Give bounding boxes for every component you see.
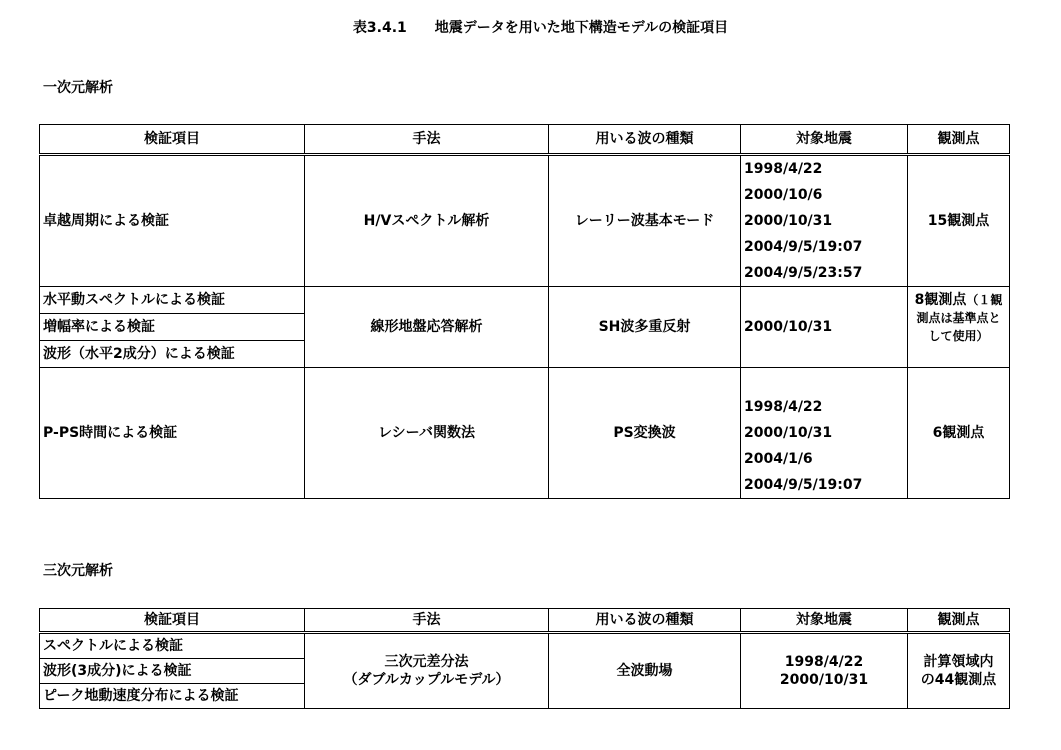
station-line1: 計算領域内 bbox=[923, 654, 994, 670]
method-cell: H/Vスペクトル解析 bbox=[305, 155, 549, 287]
station-line2: の44観測点 bbox=[920, 672, 997, 688]
header-station: 観測点 bbox=[908, 125, 1010, 155]
table-header-row bbox=[40, 609, 1010, 633]
header-station: 観測点 bbox=[908, 609, 1010, 633]
table-header-row bbox=[40, 125, 1010, 155]
table-row bbox=[40, 368, 1010, 395]
quake-cell: 2000/10/31 bbox=[741, 420, 908, 446]
method-line1: 三次元差分法 bbox=[384, 654, 469, 670]
quake-cell: 2000/10/6 bbox=[741, 182, 908, 208]
quake-cell: 2000/10/31 bbox=[741, 287, 908, 368]
quake-line: 1998/4/22 bbox=[784, 654, 864, 670]
station-cell bbox=[908, 287, 1010, 368]
quake-cell: 2004/9/5/19:07 bbox=[741, 472, 908, 499]
item-cell: 増幅率による検証 bbox=[40, 314, 305, 341]
quake-cell: 2000/10/31 bbox=[741, 208, 908, 234]
quake-cell: 1998/4/22 bbox=[741, 394, 908, 420]
quake-cell: 2004/9/5/19:07 bbox=[741, 234, 908, 260]
method-cell bbox=[305, 633, 549, 709]
table-row bbox=[40, 155, 1010, 183]
header-quake: 対象地震 bbox=[741, 609, 908, 633]
quake-cell: 1998/4/22 bbox=[741, 155, 908, 183]
station-cell: 6観測点 bbox=[908, 368, 1010, 499]
quake-spacer bbox=[741, 368, 908, 395]
method-cell: レシーバ関数法 bbox=[305, 368, 549, 499]
station-cell: 15観測点 bbox=[908, 155, 1010, 287]
header-method: 手法 bbox=[305, 609, 549, 633]
item-cell: 水平動スペクトルによる検証 bbox=[40, 287, 305, 314]
station-cell bbox=[908, 633, 1010, 709]
table-1d bbox=[39, 124, 1010, 499]
quake-cell: 2004/9/5/23:57 bbox=[741, 260, 908, 287]
wave-cell: レーリー波基本モード bbox=[549, 155, 741, 287]
station-note: （１観測点は基準点として使用） bbox=[916, 293, 1003, 343]
item-cell: 卓越周期による検証 bbox=[40, 155, 305, 287]
header-item: 検証項目 bbox=[40, 125, 305, 155]
section-label-1d: 一次元解析 bbox=[43, 80, 113, 96]
section-label-3d: 三次元解析 bbox=[43, 563, 113, 579]
item-cell: ピーク地動速度分布による検証 bbox=[40, 684, 305, 709]
item-cell: 波形(3成分)による検証 bbox=[40, 659, 305, 684]
station-main: 8観測点 bbox=[914, 292, 967, 308]
wave-cell: SH波多重反射 bbox=[549, 287, 741, 368]
header-quake: 対象地震 bbox=[741, 125, 908, 155]
item-cell: P-PS時間による検証 bbox=[40, 368, 305, 499]
item-cell: スペクトルによる検証 bbox=[40, 633, 305, 659]
table-row bbox=[40, 633, 1010, 659]
quake-cell bbox=[741, 633, 908, 709]
table-row bbox=[40, 287, 1010, 314]
header-wave: 用いる波の種類 bbox=[549, 125, 741, 155]
method-line2: （ダブルカップルモデル） bbox=[343, 672, 510, 688]
page-title: 表3.4.1 地震データを用いた地下構造モデルの検証項目 bbox=[352, 20, 729, 36]
quake-line: 2000/10/31 bbox=[779, 672, 869, 688]
table-3d bbox=[39, 608, 1010, 709]
header-method: 手法 bbox=[305, 125, 549, 155]
item-cell: 波形（水平2成分）による検証 bbox=[40, 341, 305, 368]
wave-cell: 全波動場 bbox=[549, 633, 741, 709]
quake-cell: 2004/1/6 bbox=[741, 446, 908, 472]
header-item: 検証項目 bbox=[40, 609, 305, 633]
wave-cell: PS変換波 bbox=[549, 368, 741, 499]
method-cell: 線形地盤応答解析 bbox=[305, 287, 549, 368]
header-wave: 用いる波の種類 bbox=[549, 609, 741, 633]
